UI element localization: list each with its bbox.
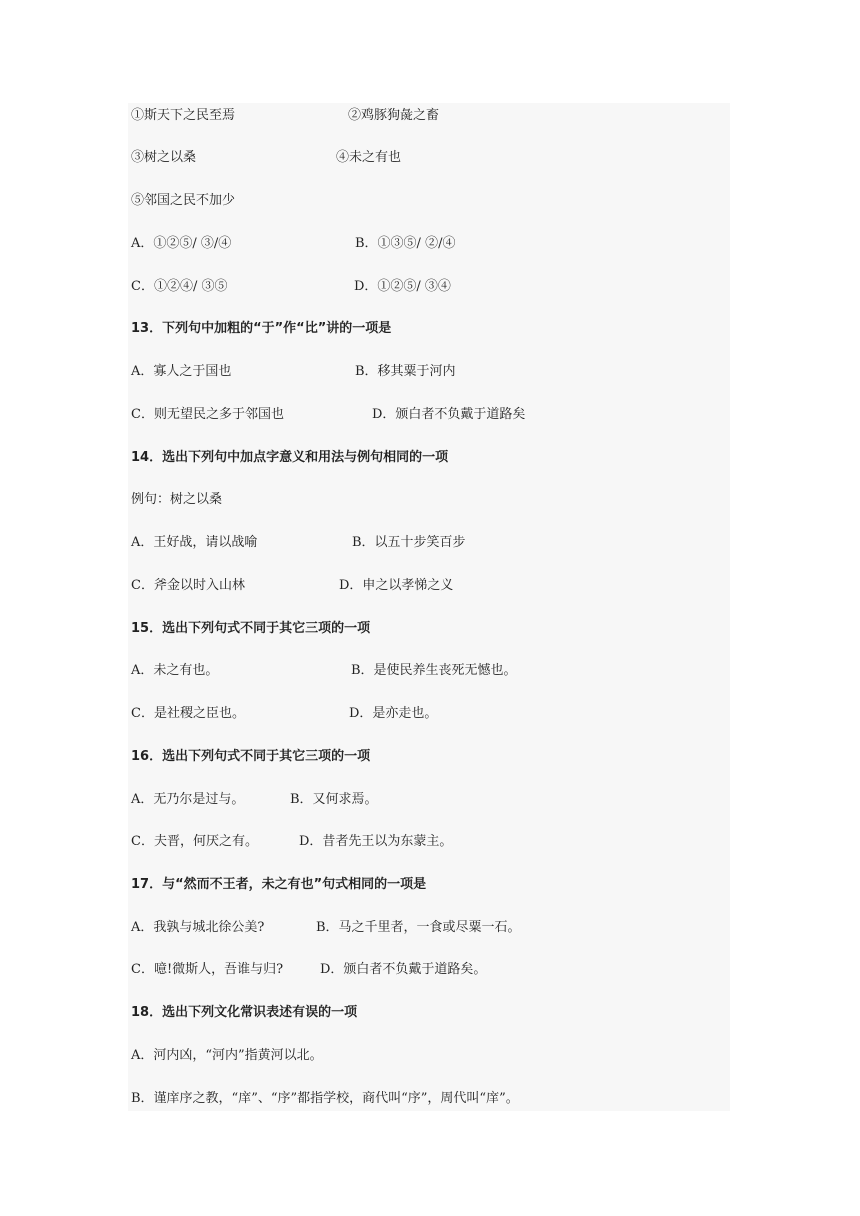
q17-title: 17．与“然而不王者，未之有也”句式相同的一项是 <box>131 877 427 892</box>
q15-title: 15．选出下列句式不同于其它三项的一项 <box>131 621 371 636</box>
q15-options-row-2 <box>131 705 438 723</box>
q17-option-b: B．马之千里者，一食或尽粟一石。 <box>316 920 521 935</box>
q12-item-3: ③树之以桑 <box>131 150 197 165</box>
q18-option-a: A．河内凶，“河内”指黄河以北。 <box>131 1048 323 1063</box>
q16-title: 16．选出下列句式不同于其它三项的一项 <box>131 749 371 764</box>
document-page <box>128 103 730 1111</box>
q13-option-a: A．寡人之于国也 <box>131 364 232 379</box>
q17-option-a: A．我孰与城北徐公美? <box>131 920 265 935</box>
q12-item-5: ⑤邻国之民不加少 <box>131 193 236 208</box>
q12-options-row-2 <box>131 278 451 296</box>
q16-options-row-2 <box>131 833 453 851</box>
q14-option-d: D．申之以孝悌之义 <box>339 578 454 593</box>
q16-option-a: A．无乃尔是过与。 <box>131 792 245 807</box>
q15-option-a: A．未之有也。 <box>131 663 219 678</box>
q13-option-b: B．移其粟于河内 <box>355 364 456 379</box>
q16-option-c: C．夫晋，何厌之有。 <box>131 834 258 849</box>
q18-option-b: B．谨庠序之教，“庠”、“序”都指学校，商代叫“序”，周代叫“庠”。 <box>131 1091 519 1106</box>
q16-option-d: D．昔者先王以为东蒙主。 <box>299 834 453 849</box>
q16-option-b: B．又何求焉。 <box>290 792 378 807</box>
q15-option-b: B．是使民养生丧死无憾也。 <box>351 663 517 678</box>
q14-options-row-2 <box>131 577 454 595</box>
q12-item-1: ①斯天下之民至焉 <box>131 108 236 123</box>
q14-options-row-1 <box>131 534 466 552</box>
q12-item-row-1 <box>131 107 440 125</box>
q12-item-4: ④未之有也 <box>336 150 402 165</box>
q12-item-row-3 <box>131 192 235 210</box>
q12-item-2: ②鸡豚狗彘之畜 <box>348 108 440 123</box>
q16-options-row-1 <box>131 791 378 809</box>
q12-options-row-1 <box>131 235 456 253</box>
q14-title: 14．选出下列句中加点字意义和用法与例句相同的一项 <box>131 450 449 465</box>
q13-option-c: C．则无望民之多于邻国也 <box>131 407 284 422</box>
q14-option-a: A．王好战，请以战喻 <box>131 535 258 550</box>
q14-example: 例句：树之以桑 <box>131 492 223 507</box>
q17-options-row-1 <box>131 919 521 937</box>
q15-option-d: D．是亦走也。 <box>349 706 438 721</box>
q12-option-a: A．①②⑤/ ③/④ <box>131 236 232 251</box>
q13-options-row-2 <box>131 406 526 424</box>
q12-option-c: C．①②④/ ③⑤ <box>131 279 228 294</box>
q13-title: 13．下列句中加粗的“于”作“比”讲的一项是 <box>131 321 392 336</box>
q14-option-b: B．以五十步笑百步 <box>352 535 466 550</box>
q15-option-c: C．是社稷之臣也。 <box>131 706 245 721</box>
q13-options-row-1 <box>131 363 456 381</box>
q17-option-d: D．颁白者不负戴于道路矣。 <box>320 962 487 977</box>
q17-options-row-2 <box>131 961 487 979</box>
q17-option-c: C．噫!微斯人，吾谁与归? <box>131 962 284 977</box>
q13-option-d: D．颁白者不负戴于道路矣 <box>372 407 526 422</box>
q12-option-b: B．①③⑤/ ②/④ <box>355 236 456 251</box>
q14-option-c: C．斧金以时入山林 <box>131 578 245 593</box>
q18-title: 18．选出下列文化常识表述有误的一项 <box>131 1005 358 1020</box>
q12-item-row-2 <box>131 149 402 167</box>
q15-options-row-1 <box>131 662 517 680</box>
q12-option-d: D．①②⑤/ ③④ <box>354 279 451 294</box>
